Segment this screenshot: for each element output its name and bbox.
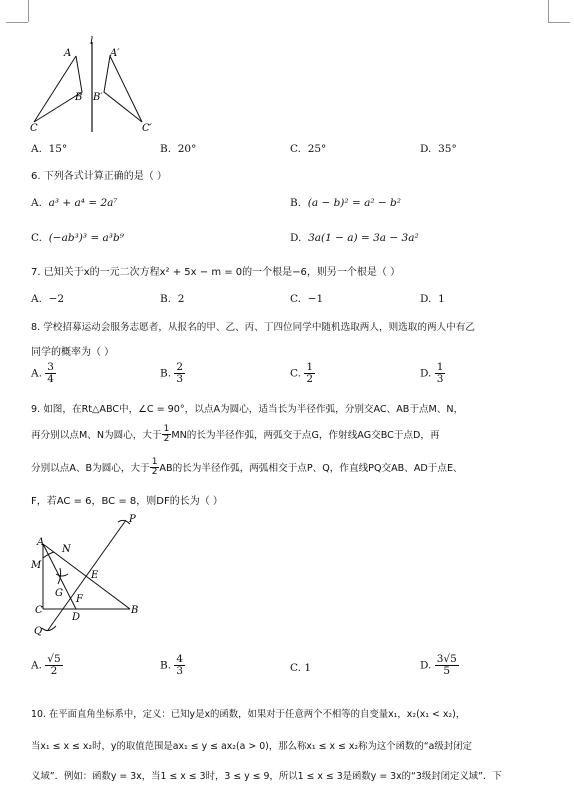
q9-stem-line1: 9. 如图，在Rt△ABC中，∠C = 90°，以点A为圆心，适当长为半径作弧，分别交AC、AB于点M、N， [31, 404, 464, 415]
q8-option-c[interactable]: C. $\frac{1}{2}$ [290, 361, 314, 386]
q10-stem-line1: 10. 在平面直角坐标系中，定义：已知y是x的函数，如果对于任意两个不相等的自变量x₁，x₂(x₁ < x₂)， [31, 709, 466, 720]
label-B-prime: B′ [93, 92, 103, 103]
q9-option-d[interactable]: D. $\frac{3√5}{5}$ [420, 653, 457, 678]
q5-option-d[interactable]: D. 35° [420, 143, 457, 155]
label-A: A [37, 537, 45, 548]
triangle-abc-prime [104, 56, 142, 122]
crop-mark-top-left-v [28, 0, 29, 22]
q6-option-a[interactable]: A. a³ + a⁴ = 2a⁷ [31, 197, 118, 209]
crop-mark-top-right-v [548, 0, 549, 22]
q6-option-c[interactable]: C. (−ab³)³ = a³b⁹ [31, 232, 124, 244]
label-C: C [30, 123, 38, 134]
label-Q: Q [34, 626, 43, 637]
q9-option-a-fraction: $\frac{√5}{2}$ [47, 653, 61, 678]
q10-stem-line2: 当x₁ ≤ x ≤ x₂时，y的取值范围是ax₁ ≤ y ≤ ax₂(a > 0)，那么称x₁ ≤ x ≤ x₂称为这个函数的“a级封闭定 [31, 741, 472, 752]
q8-option-b-fraction: $\frac{2}{3}$ [176, 361, 184, 386]
q8-stem-line1: 8. 学校招募运动会服务志愿者，从报名的甲、乙、丙、丁四位同学中随机选取两人，则选取的两人中有乙 [31, 322, 475, 333]
q7-option-c[interactable]: C. −1 [290, 293, 324, 305]
q9-option-b-fraction: $\frac{4}{3}$ [176, 653, 184, 678]
q9-option-b[interactable]: B. $\frac{4}{3}$ [160, 653, 184, 678]
q7-stem: 7. 已知关于x的一元二次方程x² + 5x − m = 0的一个根是−6，则另一个根是（ ） [31, 267, 401, 278]
q7-option-b[interactable]: B. 2 [160, 293, 185, 305]
q9-stem-line4: F，若AC = 6，BC = 8，则DF的长为（ ） [31, 496, 223, 507]
triangle-abc [34, 56, 82, 122]
q9-half-fraction-1: $\frac{1}{2}$ [163, 424, 170, 445]
label-B: B [131, 605, 139, 616]
label-P: P [129, 514, 136, 525]
q6-option-b[interactable]: B. (a − b)² = a² − b² [290, 197, 401, 209]
q8-stem-line2: 同学的概率为（ ） [31, 347, 115, 358]
q8-option-d-fraction: $\frac{1}{3}$ [436, 361, 444, 386]
label-l: l [90, 36, 94, 47]
q5-option-c[interactable]: C. 25° [290, 143, 327, 155]
label-C-prime: C′ [142, 123, 152, 134]
q9-figure [26, 512, 156, 640]
q5-option-a[interactable]: A. 15° [31, 143, 68, 155]
label-A: A [64, 48, 72, 59]
q9-stem-line2: 再分别以点M、N为圆心，大于 $\frac{1}{2}$ MN的长为半径作弧，两弧交于点G，作射线AG交BC于点D，再 [31, 424, 440, 445]
label-E: E [91, 570, 99, 581]
q8-option-d[interactable]: D. $\frac{1}{3}$ [420, 361, 444, 386]
ray-ag [43, 544, 76, 609]
q7-option-d[interactable]: D. 1 [420, 293, 445, 305]
label-D: D [72, 612, 81, 623]
label-B: B [75, 92, 83, 103]
q9-option-d-fraction: $\frac{3√5}{5}$ [436, 653, 457, 678]
q9-half-fraction-2: $\frac{1}{2}$ [151, 457, 158, 478]
q8-option-a[interactable]: A. $\frac{3}{4}$ [31, 361, 54, 386]
crop-mark-top-left-h [6, 22, 28, 23]
q9-stem-line3: 分别以点A、B为圆心，大于 $\frac{1}{2}$ AB的长为半径作弧，两弧相交于点P、Q，作直线PQ交AB、AD于点E、 [31, 457, 463, 478]
q8-option-b[interactable]: B. $\frac{2}{3}$ [160, 361, 184, 386]
label-N: N [62, 544, 71, 555]
q8-option-a-fraction: $\frac{3}{4}$ [47, 361, 54, 386]
q6-option-d[interactable]: D. 3a(1 − a) = 3a − 3a² [290, 232, 419, 244]
crop-mark-top-right-h [548, 22, 570, 23]
q8-option-c-fraction: $\frac{1}{2}$ [306, 361, 314, 386]
label-F: F [76, 594, 83, 605]
q10-stem-line3: 义域”．例如：函数y = 3x，当1 ≤ x ≤ 3时，3 ≤ y ≤ 9，所以1 ≤ x ≤ 3是函数y = 3x的“3级封闭定义域”．下 [31, 771, 502, 782]
q9-option-a[interactable]: A. $\frac{√5}{2}$ [31, 653, 61, 678]
arc-mark-g [56, 574, 68, 576]
q6-stem: 6. 下列各式计算正确的是（ ） [31, 171, 167, 182]
label-M: M [31, 560, 42, 571]
q5-option-b[interactable]: B. 20° [160, 143, 197, 155]
label-A-prime: A′ [110, 48, 120, 59]
label-C: C [35, 605, 43, 616]
q9-option-c[interactable]: C. 1 [290, 662, 312, 674]
line-pq [48, 520, 126, 630]
label-G: G [55, 588, 63, 599]
q5-figure [20, 30, 170, 140]
q7-option-a[interactable]: A. −2 [31, 293, 65, 305]
